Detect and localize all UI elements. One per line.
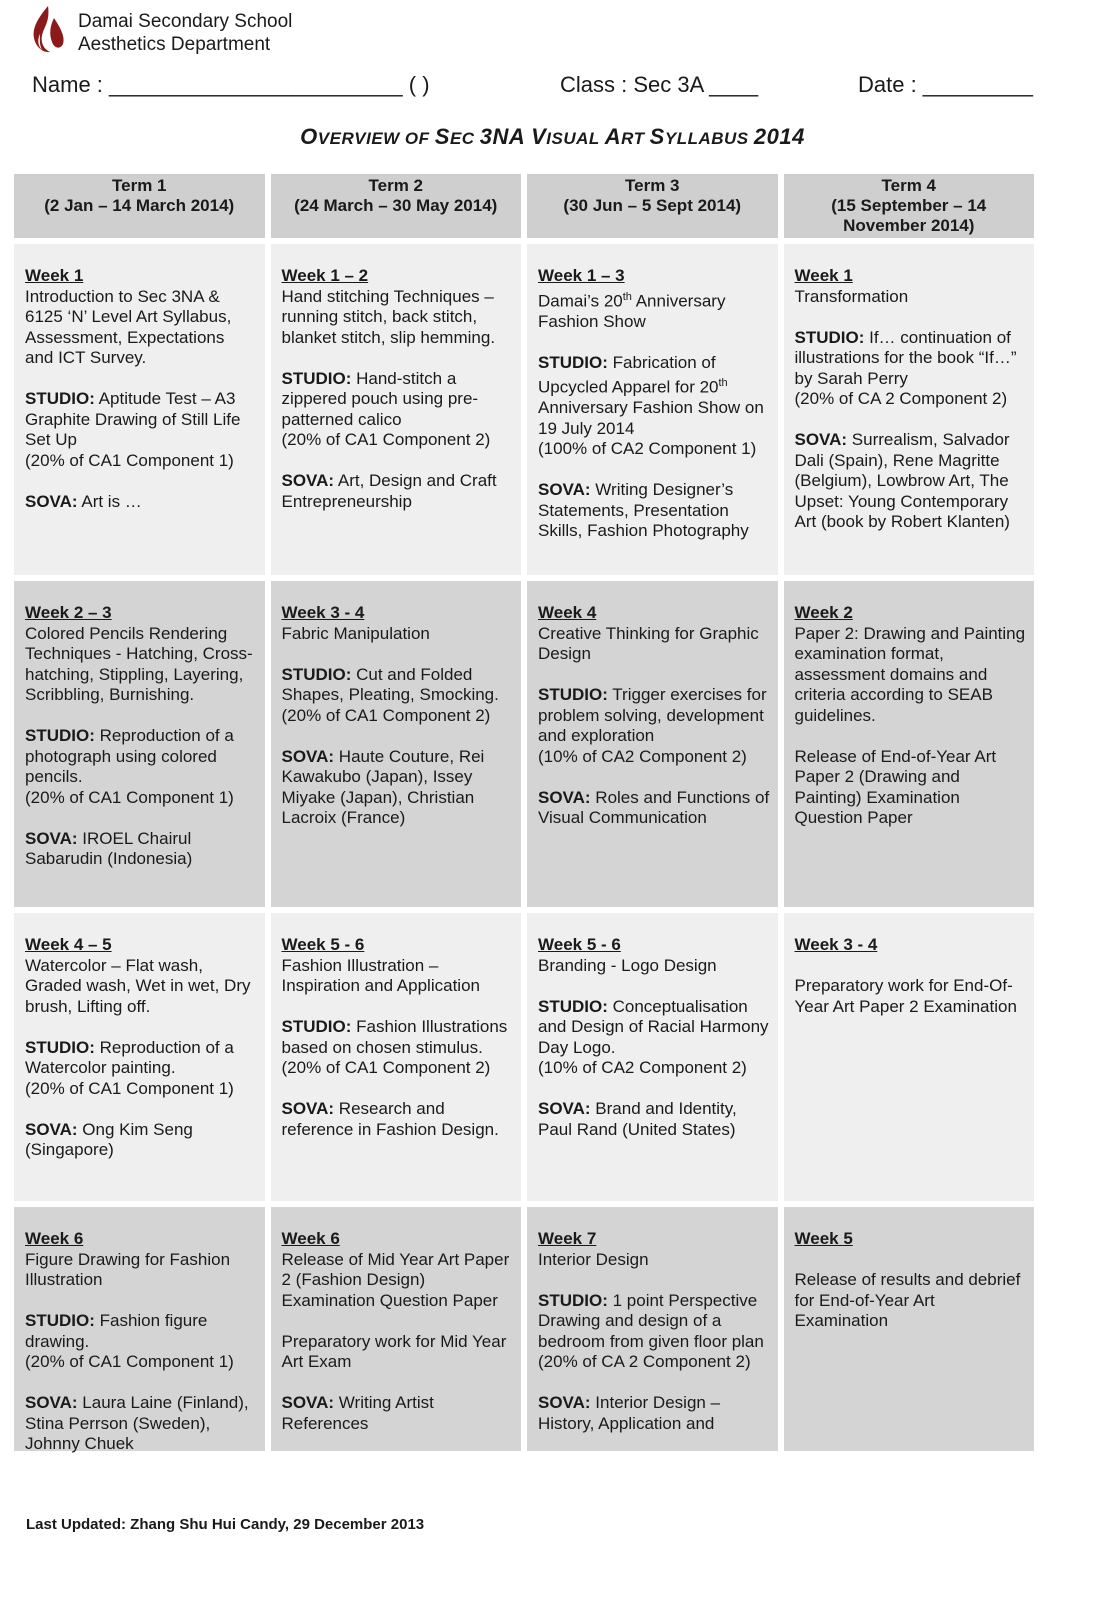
topic-text: Paper 2: Drawing and Painting examination format, assessment domains and criteria according to SEAB guidelines. <box>794 623 1026 725</box>
week-label: Week 7 <box>538 1229 597 1248</box>
studio-text: STUDIO: Fashion Illustrations based on chosen stimulus. (20% of CA1 Component 2) <box>281 1017 508 1077</box>
studio-text: STUDIO: Cut and Folded Shapes, Pleating, Smocking. (20% of CA1 Component 2) <box>281 664 499 725</box>
syllabus-cell <box>14 1207 265 1451</box>
week-label: Week 1 <box>794 266 853 285</box>
syllabus-cell <box>271 913 522 1201</box>
syllabus-cell <box>271 244 522 575</box>
table-row <box>14 581 1034 907</box>
sova-text: SOVA: Haute Couture, Rei Kawakubo (Japan), Issey Miyake (Japan), Christian Lacroix (France) <box>281 746 485 827</box>
topic-text: Figure Drawing for Fashion Illustration <box>25 1249 231 1289</box>
term-2-header: Term 2 (24 March – 30 May 2014) <box>271 174 522 238</box>
studio-text: STUDIO: 1 point Perspective Drawing and design of a bedroom from given floor plan (20% of CA 2 Component 2) <box>538 1290 764 1371</box>
topic-text: Colored Pencils Rendering Techniques - Hatching, Cross-hatching, Stippling, Layering, Scribbling, Burnishing. <box>25 623 253 704</box>
syllabus-cell <box>271 581 522 907</box>
week-label: Week 5 - 6 <box>538 935 621 954</box>
sova-text: SOVA: Interior Design – History, Application and <box>538 1393 721 1433</box>
name-field[interactable]: Name : ________________________ ( ) <box>32 72 430 97</box>
syllabus-cell <box>527 581 778 907</box>
week-label: Week 6 <box>25 1229 84 1248</box>
topic-text: Fabric Manipulation <box>281 623 430 643</box>
topic-text: Branding - Logo Design <box>538 955 717 975</box>
studio-text: STUDIO: Fabrication of Upcycled Apparel for 20th Anniversary Fashion Show on 19 July 2014 (100% of CA2 Component 1) <box>538 352 764 459</box>
syllabus-cell <box>784 581 1035 907</box>
document-title: OVERVIEW OF SEC 3NA VISUAL ART SYLLABUS 2014 <box>300 124 805 149</box>
sova-text: SOVA: Art is … <box>25 491 142 511</box>
syllabus-cell <box>784 244 1035 575</box>
sova-text: SOVA: Laura Laine (Finland), Stina Perrson (Sweden), Johnny Chuek <box>25 1393 249 1453</box>
topic-text: Interior Design <box>538 1249 649 1269</box>
syllabus-table <box>8 168 1040 1457</box>
class-field[interactable]: Class : Sec 3A ____ <box>560 72 759 97</box>
studio-text: STUDIO: If… continuation of illustrations for the book “If…” by Sarah Perry (20% of CA 2 Component 2) <box>794 327 1017 408</box>
sova-text: SOVA: Roles and Functions of Visual Communication <box>538 787 770 827</box>
student-info-row <box>32 72 1077 102</box>
studio-text: STUDIO: Reproduction of a Watercolor painting. (20% of CA1 Component 1) <box>25 1037 234 1098</box>
extra-text: Preparatory work for Mid Year Art Exam <box>281 1331 507 1371</box>
department-name: Aesthetics Department <box>78 34 271 55</box>
week-label: Week 2 <box>794 603 853 622</box>
week-label: Week 1 – 2 <box>281 266 369 285</box>
date-field[interactable]: Date : _________ <box>858 72 1033 97</box>
sova-text: SOVA: Art, Design and Craft Entrepreneurship <box>281 471 497 511</box>
topic-text: Transformation <box>794 286 909 306</box>
week-label: Week 4 <box>538 603 597 622</box>
topic-text: Watercolor – Flat wash, Graded wash, Wet in wet, Dry brush, Lifting off. <box>25 955 251 1016</box>
studio-text: STUDIO: Aptitude Test – A3 Graphite Drawing of Still Life Set Up (20% of CA1 Component 1) <box>25 389 241 470</box>
topic-text: Hand stitching Techniques – running stitch, back stitch, blanket stitch, slip hemming. <box>281 286 496 347</box>
sova-text: SOVA: IROEL Chairul Sabarudin (Indonesia) <box>25 828 193 868</box>
table-row <box>14 244 1034 575</box>
week-label: Week 1 <box>25 266 84 285</box>
week-label: Week 2 – 3 <box>25 603 112 622</box>
week-label: Week 4 – 5 <box>25 935 112 954</box>
week-label: Week 1 – 3 <box>538 266 625 285</box>
extra-text: Release of results and debrief for End-of-Year Art Examination <box>794 1270 1021 1330</box>
sova-text: SOVA: Writing Artist References <box>281 1393 434 1433</box>
sova-text: SOVA: Research and reference in Fashion Design. <box>281 1099 499 1139</box>
studio-text: STUDIO: Trigger exercises for problem solving, development and exploration (10% of CA2 Component 2) <box>538 685 767 766</box>
topic-text: Fashion Illustration – Inspiration and Application <box>281 955 480 995</box>
topic-text: Creative Thinking for Graphic Design <box>538 623 759 663</box>
week-label: Week 3 - 4 <box>281 603 365 622</box>
week-label: Week 5 - 6 <box>281 935 365 954</box>
syllabus-cell <box>14 581 265 907</box>
topic-text: Release of Mid Year Art Paper 2 (Fashion Design) Examination Question Paper <box>281 1249 510 1310</box>
week-label: Week 5 <box>794 1229 853 1248</box>
school-identity <box>78 10 292 56</box>
extra-text: Release of End-of-Year Art Paper 2 (Drawing and Painting) Examination Question Paper <box>794 746 997 827</box>
studio-text: STUDIO: Fashion figure drawing. (20% of CA1 Component 1) <box>25 1311 234 1371</box>
extra-text: Preparatory work for End-Of-Year Art Paper 2 Examination <box>794 976 1017 1016</box>
syllabus-cell <box>527 913 778 1201</box>
syllabus-cell <box>14 913 265 1201</box>
syllabus-cell <box>14 244 265 575</box>
term-4-header: Term 4 (15 September – 14 November 2014) <box>784 174 1035 238</box>
week-label: Week 6 <box>281 1229 340 1248</box>
week-label: Week 3 - 4 <box>794 935 878 954</box>
syllabus-cell <box>527 1207 778 1451</box>
studio-text: STUDIO: Conceptualisation and Design of Racial Harmony Day Logo. (10% of CA2 Component 2) <box>538 996 769 1077</box>
studio-text: STUDIO: Reproduction of a photograph using colored pencils. (20% of CA1 Component 1) <box>25 726 234 807</box>
studio-text: STUDIO: Hand-stitch a zippered pouch using pre-patterned calico (20% of CA1 Component 2) <box>281 368 491 449</box>
term-3-header: Term 3 (30 Jun – 5 Sept 2014) <box>527 174 778 238</box>
table-row <box>14 913 1034 1201</box>
syllabus-cell <box>784 913 1035 1201</box>
table-row <box>14 1207 1034 1451</box>
school-name: Damai Secondary School <box>78 11 293 32</box>
sova-text: SOVA: Writing Designer’s Statements, Presentation Skills, Fashion Photography <box>538 480 749 541</box>
term-header-row <box>14 174 1034 238</box>
syllabus-cell <box>527 244 778 575</box>
term-1-header: Term 1 (2 Jan – 14 March 2014) <box>14 174 265 238</box>
letterhead <box>28 4 292 60</box>
topic-text: Introduction to Sec 3NA & 6125 ‘N’ Level Art Syllabus, Assessment, Expectations and ICT Survey. <box>25 286 232 367</box>
school-logo-flame-icon <box>28 4 68 54</box>
sova-text: SOVA: Brand and Identity, Paul Rand (United States) <box>538 1099 737 1139</box>
topic-text: Damai’s 20th Anniversary Fashion Show <box>538 290 726 331</box>
last-updated-note: Last Updated: Zhang Shu Hui Candy, 29 December 2013 <box>26 1516 425 1533</box>
syllabus-cell <box>784 1207 1035 1451</box>
sova-text: SOVA: Ong Kim Seng (Singapore) <box>25 1119 193 1159</box>
syllabus-cell <box>271 1207 522 1451</box>
sova-text: SOVA: Surrealism, Salvador Dali (Spain), Rene Magritte (Belgium), Lowbrow Art, The Upset: Young Contemporary Art (book by Robert Klanten) <box>794 430 1010 531</box>
